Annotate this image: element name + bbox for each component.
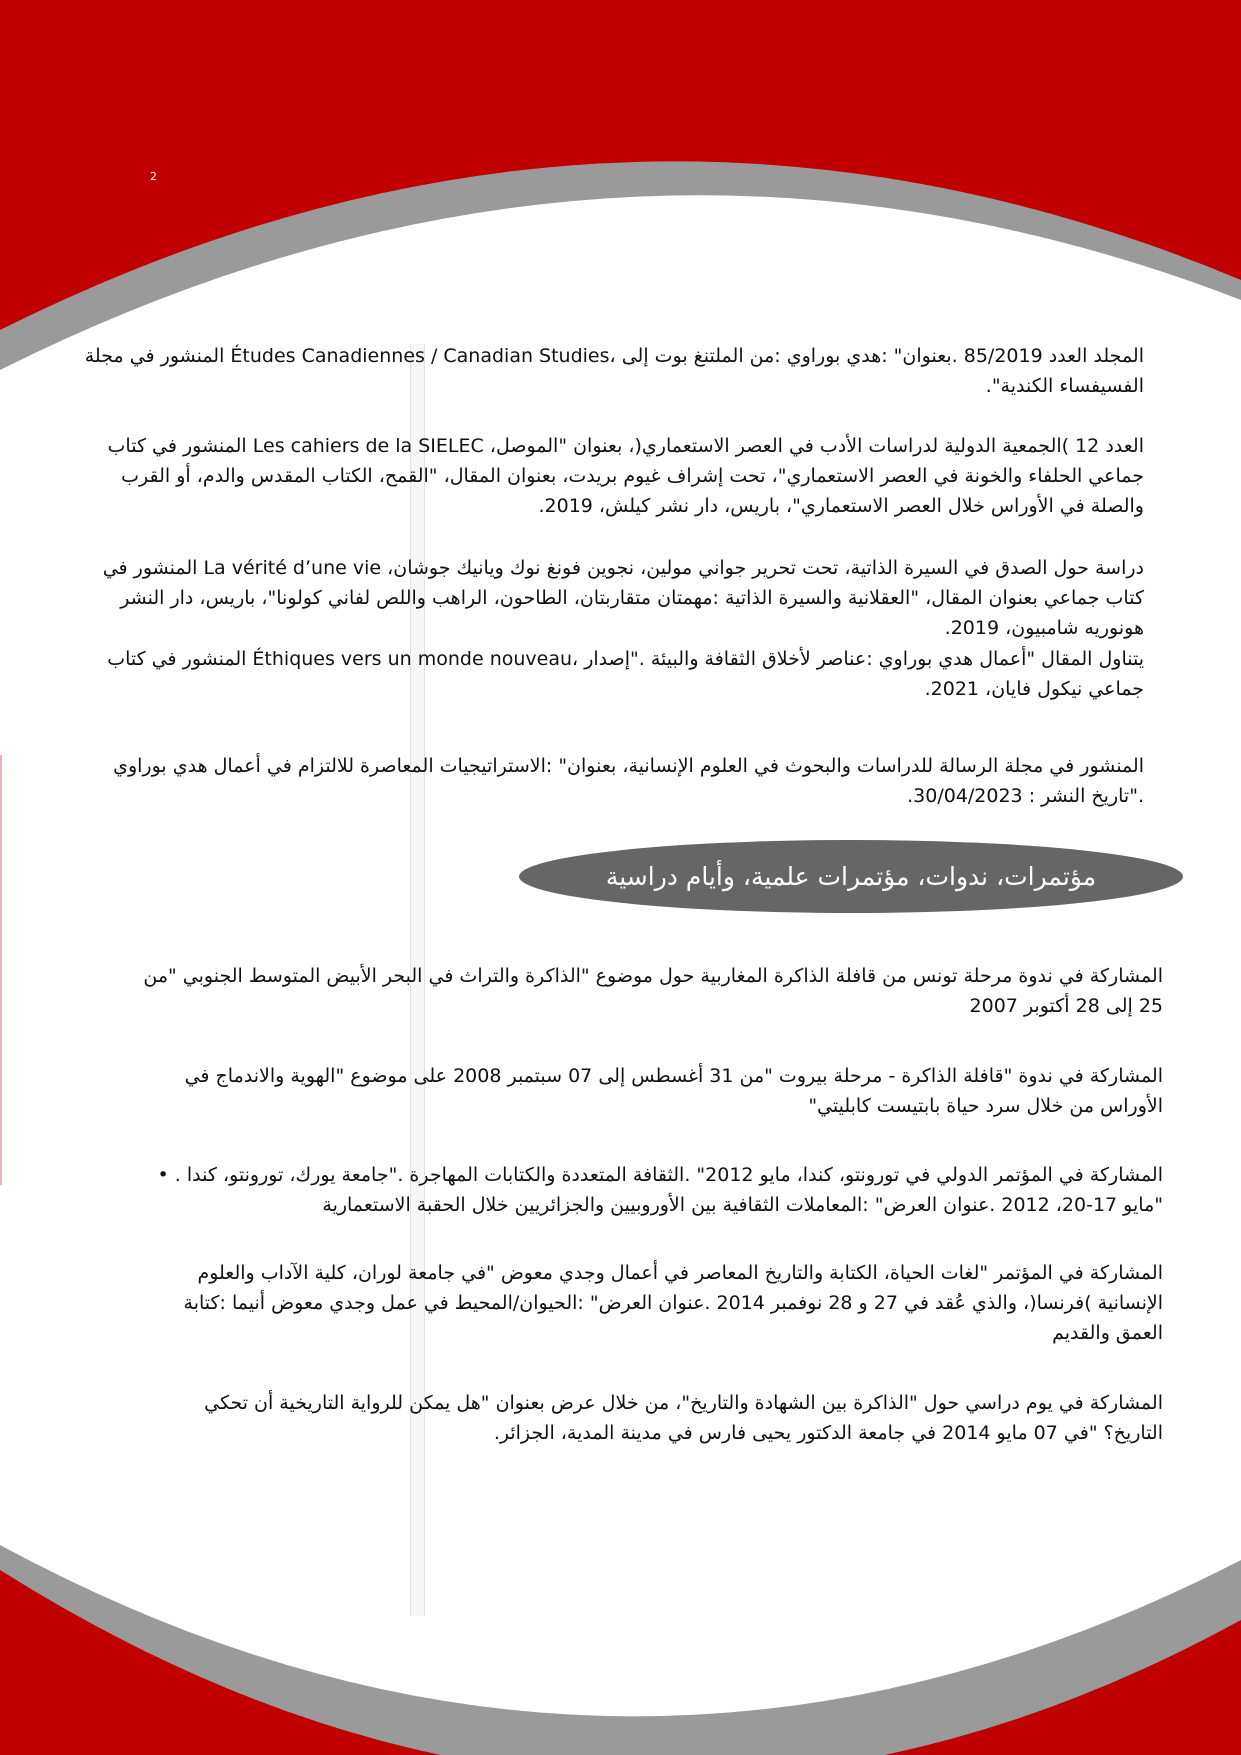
section-heading: مؤتمرات، ندوات، مؤتمرات علمية، وأيام دراسية (605, 862, 1097, 891)
conference-item: المشاركة في ندوة "قافلة الذاكرة - مرحلة بيروت "من 31 أغسطس إلى 07 سبتمبر 2008 على موضوع "الهوية والاندماج في الأوراس من خلال سرد حياة بابتيست كابليتي" (184, 1065, 1163, 1117)
publication-item: العدد 12 )الجمعية الدولية لدراسات الأدب في العصر الاستعماري(، بعنوان "الموصل، Les cahiers de la SIELEC المنشور في كتاب جماعي الحلفاء والخونة في العصر الاستعماري"، تحت إشراف غيوم بريدت، بعنوان المقال، "القمح، الكتاب المقدس والدم، أو القرب والصلة في الأوراس خلال العصر الاستعماري"، باريس، دار نشر كيلش، 2019. (107, 435, 1144, 517)
publication-item: المنشور في مجلة الرسالة للدراسات والبحوث في العلوم الإنسانية، بعنوان" :الاستراتيجيات المعاصرة للالتزام في أعمال هدي بوراوي ."تاريخ النشر : 30/04/2023. (113, 755, 1144, 807)
conference-item: المشاركة في يوم دراسي حول "الذاكرة بين الشهادة والتاريخ"، من خلال عرض بعنوان "هل يمكن للرواية التاريخية أن تحكي التاريخ؟ "في 07 مايو 2014 في جامعة الدكتور يحيى فارس في مدينة المدية، الجزائر. (204, 1392, 1163, 1444)
left-edge-line (0, 755, 2, 1185)
publication-item: دراسة حول الصدق في السيرة الذاتية، تحت تحرير جواني مولين، نجوين فونغ نوك ويانيك جوشان، La vérité d’une vie المنشور في كتاب جماعي بعنوان المقال، "العقلانية والسيرة الذاتية :مهمتان متقاربتان، الطاحون، الراهب واللص لفاني كولونا"، باريس، دار النشر هونوريه شامبيون، 2019. (102, 557, 1144, 639)
publication-item: يتناول المقال "أعمال هدي بوراوي :عناصر لأخلاق الثقافة والبيئة ."إصدار ،Éthiques vers un monde nouveau المنشور في كتاب جماعي نيكول فايان، 2021. (107, 648, 1144, 700)
publication-item: المجلد العدد 85/2019 .بعنوان" :هدي بوراوي :من الملتنغ بوت إلى ،Études Canadiennes / Canadian Studies المنشور في مجلة الفسيفساء الكندية". (84, 345, 1144, 397)
conference-item: المشاركة في المؤتمر "لغات الحياة، الكتابة والتاريخ المعاصر في أعمال وجدي معوض "في جامعة لوران، كلية الآداب والعلوم الإنسانية )فرنسا(، والذي عُقد في 27 و 28 نوفمبر 2014 .عنوان العرض" :الحيوان/المحيط في عمل وجدي معوض أنيما :كتابة العمق والقديم (183, 1262, 1163, 1344)
conference-item: المشاركة في المؤتمر الدولي في تورونتو، كندا، مايو 2012" .الثقافة المتعددة والكتابات المهاجرة ."جامعة يورك، تورونتو، كندا . • "مايو 17-20، 2012 .عنوان العرض" :المعاملات الثقافية بين الأوروبيين والجزائريين خلال الحقبة الاستعمارية (157, 1164, 1163, 1216)
page-number: 2 (150, 170, 157, 183)
conference-item: المشاركة في ندوة مرحلة تونس من قافلة الذاكرة المغاربية حول موضوع "الذاكرة والتراث في البحر الأبيض المتوسط الجنوبي "من 25 إلى 28 أكتوبر 2007 (143, 965, 1163, 1017)
section-heading-pill (519, 840, 1183, 913)
